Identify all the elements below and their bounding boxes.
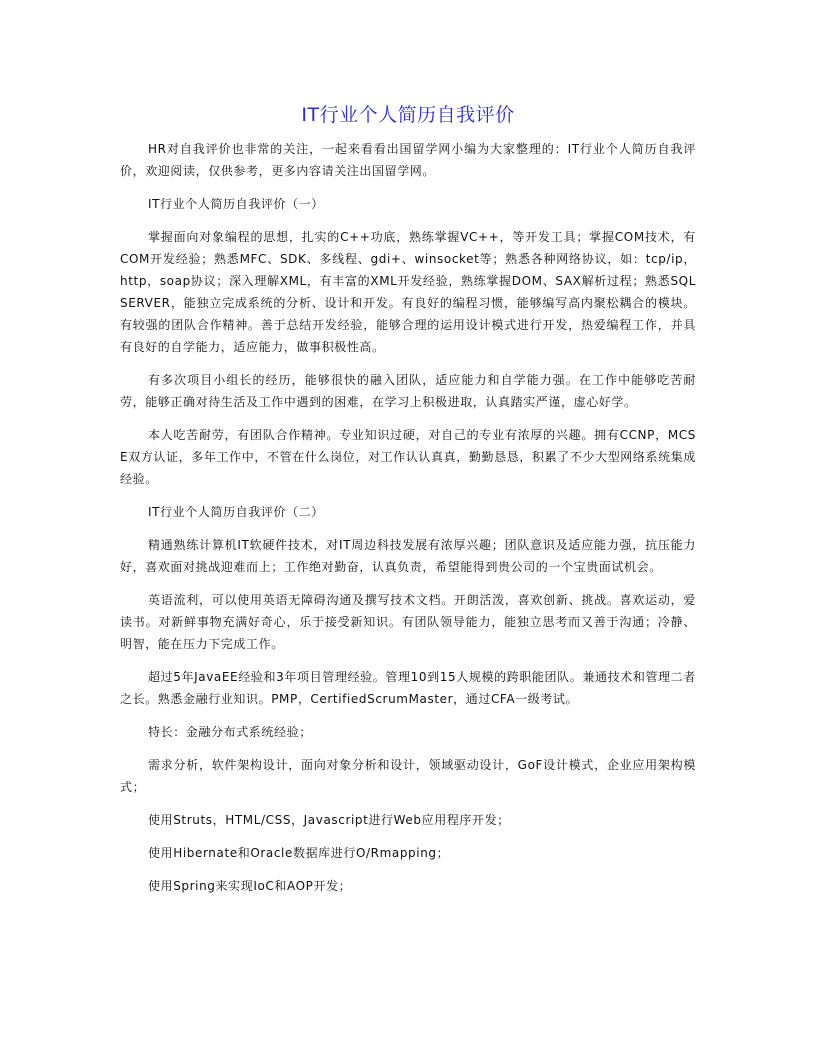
paragraph-javaee: 超过5年JavaEE经验和3年项目管理经验。管理10到15人规模的跨职能团队。兼通技术和管理二者之长。熟悉金融行业知识。PMP，CertifiedScrumMaster，通过CFA一级考试。: [120, 670, 696, 706]
paragraph-certifications: 本人吃苦耐劳，有团队合作精神。专业知识过硬，对自己的专业有浓厚的兴趣。拥有CCNP，MCSE双方认证，多年工作中，不管在什么岗位，对工作认认真真，勤勤恳恳，积累了不少大型网络系统集成经验。: [120, 428, 696, 486]
paragraph-architecture: 需求分析，软件架构设计，面向对象分析和设计，领域驱动设计，GoF设计模式，企业应用架构模式；: [120, 758, 696, 794]
section-heading-two: IT行业个人简历自我评价（二）: [148, 505, 324, 519]
page-title: IT行业个人简历自我评价: [301, 104, 515, 126]
paragraph-english: 英语流利，可以使用英语无障碍沟通及撰写技术文档。开朗活泼，喜欢创新、挑战。喜欢运动，爱读书。对新鲜事物充满好奇心，乐于接受新知识。有团队领导能力，能独立思考而又善于沟通；冷静、明智，能在压力下完成工作。: [120, 593, 696, 651]
paragraph-it-tech: 精通熟练计算机IT软硬件技术，对IT周边科技发展有浓厚兴趣；团队意识及适应能力强，抗压能力好，喜欢面对挑战迎难而上；工作绝对勤奋，认真负责，希望能得到贵公司的一个宝贵面试机会。: [120, 538, 696, 574]
paragraph-team-lead: 有多次项目小组长的经历，能够很快的融入团队，适应能力和自学能力强。在工作中能够吃苦耐劳，能够正确对待生活及工作中遇到的困难，在学习上积极进取，认真踏实严谨，虚心好学。: [120, 373, 696, 409]
section-heading-one: IT行业个人简历自我评价（一）: [148, 197, 324, 211]
paragraph-specialty: 特长：金融分布式系统经验；: [148, 725, 312, 739]
paragraph-skills: 掌握面向对象编程的思想，扎实的C++功底，熟练掌握VC++，等开发工具；掌握COM技术，有COM开发经验；熟悉MFC、SDK、多线程、gdi+、winsocket等；熟悉各种网络协议，如：tcp/ip，http，soap协议；深入理解XML，有丰富的XML开发经验，熟练掌握DOM、SAX解析过程；熟悉SQLSERVER，能独立完成系统的分析、设计和开发。有良好的编程习惯，能够编写高内聚松耦合的模块。有较强的团队合作精神。善于总结开发经验，能够合理的运用设计模式进行开发，热爱编程工作，并具有良好的自学能力，适应能力，做事积极性高。: [120, 230, 696, 354]
paragraph-spring: 使用Spring来实现IoC和AOP开发；: [148, 879, 352, 893]
intro-paragraph: HR对自我评价也非常的关注，一起来看看出国留学网小编为大家整理的：IT行业个人简历自我评价，欢迎阅读，仅供参考，更多内容请关注出国留学网。: [120, 142, 696, 178]
paragraph-struts: 使用Struts，HTML/CSS，Javascript进行Web应用程序开发；: [148, 813, 510, 827]
document-body: [120, 138, 696, 908]
paragraph-hibernate: 使用Hibernate和Oracle数据库进行O/Rmapping；: [148, 846, 450, 860]
